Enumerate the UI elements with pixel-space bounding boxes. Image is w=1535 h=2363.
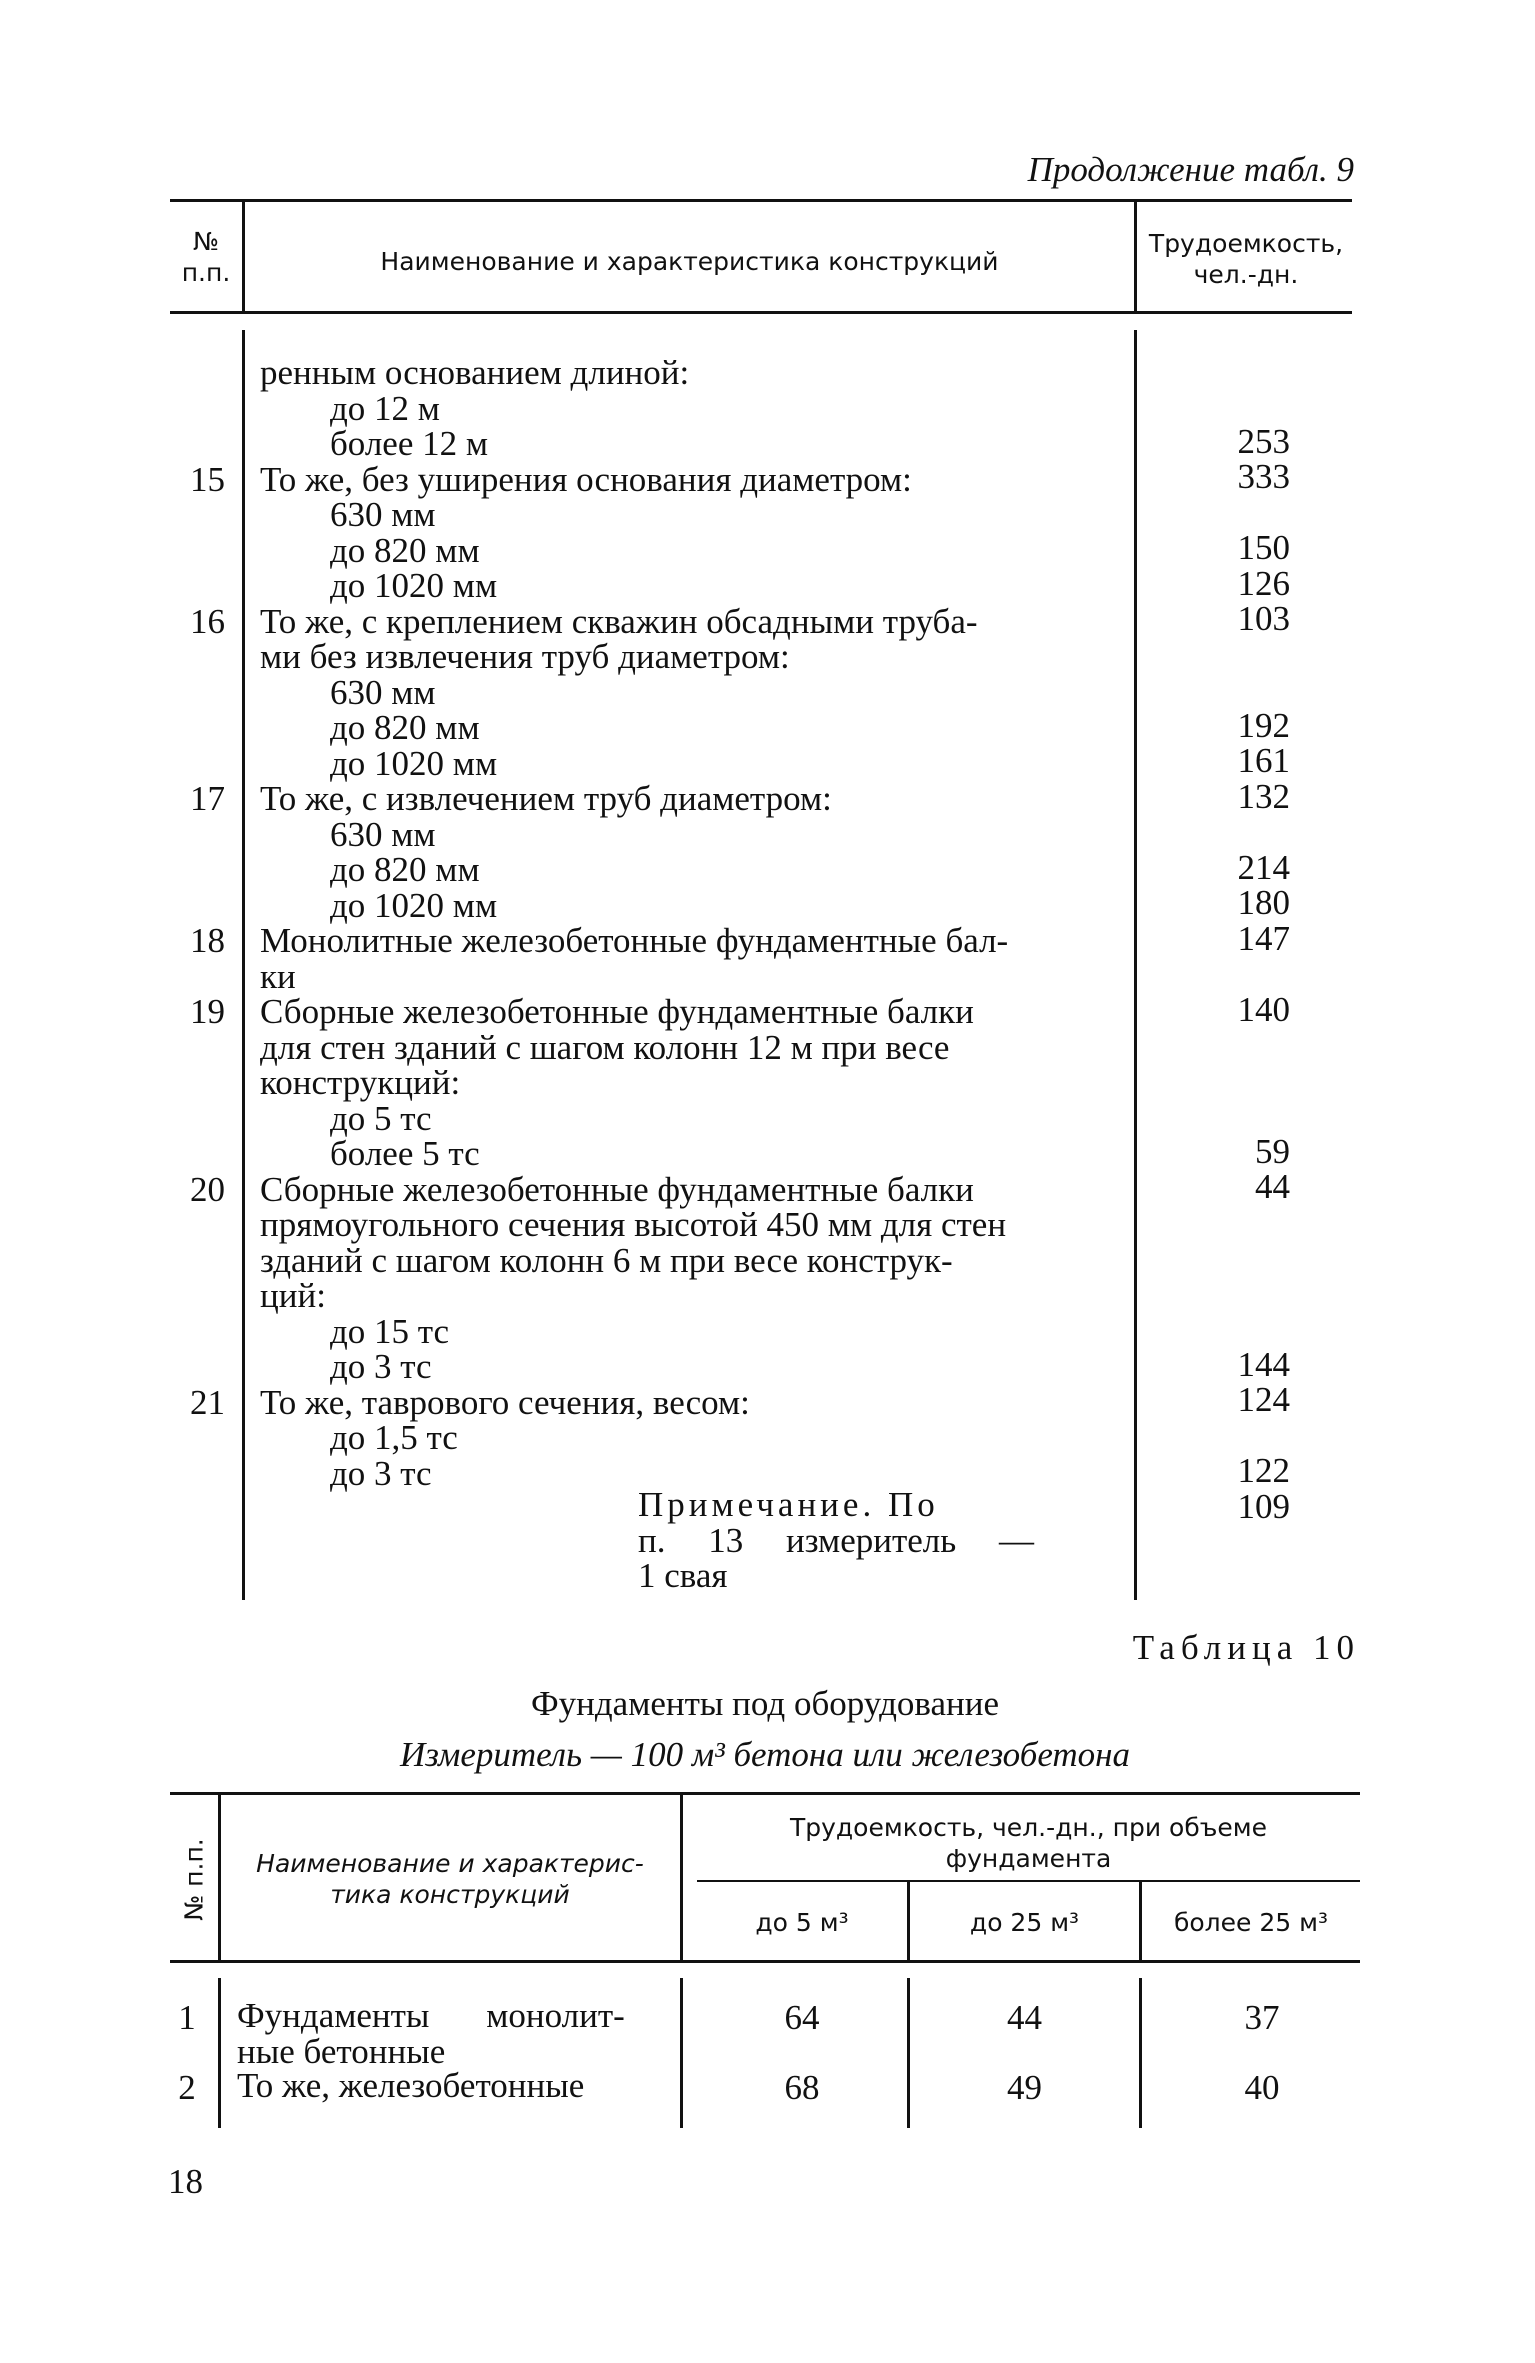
table9-row-value — [1140, 1311, 1290, 1347]
table9-row-text: конструкций: — [260, 1063, 461, 1102]
table9-row-value — [1140, 637, 1290, 673]
table9-row-value — [1140, 1027, 1290, 1063]
table9-row-number — [170, 497, 225, 533]
table9-row-text: до 1,5 тс — [330, 1418, 458, 1457]
table9-row-text: Сборные железобетонные фундаментные балки — [260, 1169, 974, 1209]
table9-row-value: 214 — [1237, 847, 1290, 887]
table9-row-number — [170, 568, 225, 604]
table9-row-text: до 1020 мм — [330, 885, 498, 925]
table9-col-divider-1-body — [242, 330, 245, 1600]
table10-row2-col3: 40 — [1244, 2068, 1280, 2107]
table10-divider-num — [218, 1795, 221, 1961]
table9-row-number — [170, 391, 225, 427]
table9-row-text: Сборные железобетонные фундаментные балки — [260, 992, 974, 1031]
table9-row-number — [170, 1314, 225, 1350]
table9-note-line-1: Примечание. По — [638, 1485, 939, 1524]
table9-row-value: 253 — [1237, 421, 1290, 461]
table9-row-value: 192 — [1237, 705, 1290, 745]
table10-title: Фундаменты под оборудование — [530, 1684, 1000, 1723]
table9-row-text: более 12 м — [330, 424, 489, 463]
table10-top-rule — [170, 1792, 1360, 1795]
table9-row-number: 16 — [190, 601, 225, 641]
table9-row-value — [1140, 1418, 1290, 1454]
table10-group-rule — [697, 1880, 1360, 1882]
page-number: 18 — [168, 2162, 203, 2201]
table10-row1-col1: 64 — [784, 1998, 820, 2037]
table9-header-labor — [1137, 228, 1355, 290]
table9-row-text: ми без извлечения труб диаметром: — [260, 637, 790, 676]
table9-top-rule — [170, 199, 1352, 202]
table10-header-col3: более 25 м³ — [1173, 1908, 1329, 1937]
table10-row1-name-line2: ные бетонные — [237, 2031, 446, 2071]
table9-row-text: до 3 тс — [330, 1347, 432, 1386]
table9-row-number: 15 — [190, 459, 225, 499]
table9-row-value: 150 — [1237, 528, 1290, 567]
table9-row-number — [170, 1101, 225, 1137]
table10-header-name — [222, 1848, 678, 1910]
table9-row-text: 630 мм — [330, 495, 436, 534]
table9-row-value — [1140, 956, 1290, 992]
table9-row-value: 144 — [1237, 1344, 1290, 1384]
table9-row-value: 126 — [1237, 563, 1290, 603]
table9-row-number — [170, 426, 225, 462]
table9-row-value: 122 — [1237, 1451, 1290, 1490]
table9-row-text: То же, без уширения основания диаметром: — [260, 459, 912, 499]
table9-row-text: 630 мм — [330, 814, 436, 854]
table9-row-number — [170, 355, 225, 391]
table10-divider-num-body — [218, 1978, 221, 2128]
table10-header-rule — [170, 1960, 1360, 1963]
table10-row2-col2: 49 — [1007, 2068, 1042, 2107]
table9-row-value — [1140, 672, 1290, 708]
table9-row-value: 44 — [1255, 1167, 1290, 1206]
table9-row-text: То же, таврового сечения, весом: — [260, 1382, 750, 1422]
table9-row-text: до 12 м — [330, 388, 440, 428]
table10-header-col1: до 5 м³ — [755, 1908, 849, 1937]
table9-header-labor-line1: Трудоемкость, — [1148, 229, 1344, 258]
table9-row-text: ренным основанием длиной: — [260, 353, 690, 392]
table9-row-value — [1140, 1240, 1290, 1276]
table9-row-text: до 3 тс — [330, 1453, 432, 1493]
table9-header-num: № п.п. — [181, 227, 231, 287]
table9-row-number — [170, 639, 225, 675]
table9-row-number — [170, 675, 225, 711]
table9-row-text: до 5 тс — [330, 1098, 432, 1138]
table9-row-text: ций: — [260, 1276, 326, 1315]
table9-row-text: более 5 тс — [330, 1134, 480, 1173]
table9-row-value — [1140, 495, 1290, 531]
table9-text-column — [260, 355, 1120, 1491]
table10-header-group — [697, 1812, 1360, 1874]
table10-header-col2: до 25 м³ — [969, 1908, 1080, 1937]
table9-row-number: 17 — [190, 779, 225, 818]
table9-row-value: 140 — [1237, 989, 1290, 1029]
table10-row1-col3: 37 — [1244, 1998, 1280, 2037]
table9-row-value: 333 — [1237, 457, 1290, 496]
table9-row-number — [170, 1456, 225, 1492]
table9-row-value: 161 — [1237, 741, 1290, 780]
table10-header-name-line1: Наименование и характерис- — [256, 1849, 644, 1878]
table9-row-text: ки — [260, 956, 296, 996]
table9-row-text: для стен зданий с шагом колонн 12 м при весе — [260, 1027, 950, 1067]
table9-row-number — [170, 852, 225, 888]
table9-row-number — [170, 710, 225, 746]
table9-row-number — [170, 1420, 225, 1456]
table9-col-divider-2-body — [1134, 330, 1137, 1600]
table9-row-number — [170, 959, 225, 995]
table9-note-line-2: п. 13 измеритель — — [638, 1520, 1034, 1560]
table9-row-number: 18 — [190, 921, 225, 960]
table10-row2-num: 2 — [178, 2068, 196, 2107]
table9-row-value: 103 — [1237, 599, 1290, 638]
table10-divider-name-body — [680, 1978, 683, 2128]
table10-label: Таблица 10 — [1132, 1628, 1360, 1667]
table9-row-number — [170, 1030, 225, 1066]
table9-header-name: Наименование и характеристика конструкций — [380, 247, 999, 276]
table9-row-text: Монолитные железобетонные фундаментные бал- — [260, 921, 1009, 960]
table9-note-line-3: 1 свая — [638, 1556, 728, 1595]
table9-row-number — [170, 817, 225, 853]
table9-row-value: 59 — [1255, 1131, 1290, 1171]
table9-row-number — [170, 1243, 225, 1279]
table9-row-number — [170, 1207, 225, 1243]
table10-row1-col2: 44 — [1007, 1998, 1042, 2037]
table10-row1-name — [237, 1998, 667, 2069]
table10-row2-col1: 68 — [784, 2068, 820, 2107]
table9-continuation-caption: Продолжение табл. 9 — [1027, 150, 1354, 189]
table9-row-value: 180 — [1237, 883, 1290, 922]
table9-row-text: до 1020 мм — [330, 743, 498, 783]
table9-row-text: То же, с креплением скважин обсадными труба- — [260, 601, 978, 641]
table9-row-value: 147 — [1237, 918, 1290, 958]
table9-row-value: 132 — [1237, 776, 1290, 816]
table10-row1-num: 1 — [178, 1998, 196, 2037]
table9-row-value — [1140, 388, 1290, 424]
table9-row-number — [170, 746, 225, 782]
table9-row-text: 630 мм — [330, 672, 436, 712]
table9-row-value — [1140, 1276, 1290, 1312]
table9-row-text: до 820 мм — [330, 850, 480, 889]
table9-row-text: прямоугольного сечения высотой 450 мм для стен — [260, 1205, 1007, 1244]
table10-divider-name — [680, 1795, 683, 1961]
table9-row-value — [1140, 1063, 1290, 1099]
table9-note — [638, 1487, 1078, 1594]
table9-row-value — [1140, 1098, 1290, 1134]
table9-row-number — [170, 1278, 225, 1314]
table9-row-number — [170, 1065, 225, 1101]
table9-row-number: 21 — [190, 1382, 225, 1422]
table9-row-value: 124 — [1237, 1380, 1290, 1419]
table9-row-value — [1140, 1205, 1290, 1241]
table9-row-text: То же, с извлечением труб диаметром: — [260, 779, 832, 818]
table9-row-text: до 820 мм — [330, 708, 480, 747]
table9-row-number: 19 — [190, 992, 225, 1031]
table10-header-group-line1: Трудоемкость, чел.-дн., при объеме — [789, 1813, 1268, 1842]
table10-measure: Измеритель — 100 м³ бетона или железобетона — [399, 1735, 1131, 1774]
table9-row-number: 20 — [190, 1169, 225, 1209]
table9-row-text: до 1020 мм — [330, 566, 498, 605]
table9-row-number — [170, 1136, 225, 1172]
table10-header-group-line2: фундамента — [945, 1844, 1112, 1873]
table9-header-labor-line2: чел.-дн. — [1193, 260, 1299, 289]
table9-row-value — [1140, 814, 1290, 850]
table9-row-number — [170, 888, 225, 924]
table9-row-text: зданий с шагом колонн 6 м при весе конструк- — [260, 1240, 953, 1280]
table9-row-text: до 15 тс — [330, 1311, 450, 1351]
table10-row2-name: То же, железобетонные — [237, 2066, 585, 2105]
table10-row1-name-line1: Фундаменты монолит- — [237, 1996, 625, 2035]
table9-value-column — [1140, 388, 1290, 1524]
table9-row-text: до 820 мм — [330, 530, 480, 570]
table9-row-number — [170, 1349, 225, 1385]
table9-num-column — [170, 355, 225, 1491]
table9-header-rule — [170, 311, 1352, 314]
table9-row-value: 109 — [1237, 1486, 1290, 1526]
table10-header-num: № п.п. — [179, 1838, 209, 1921]
table10-header-name-line2: тика конструкций — [330, 1880, 570, 1909]
table9-row-number — [170, 533, 225, 569]
